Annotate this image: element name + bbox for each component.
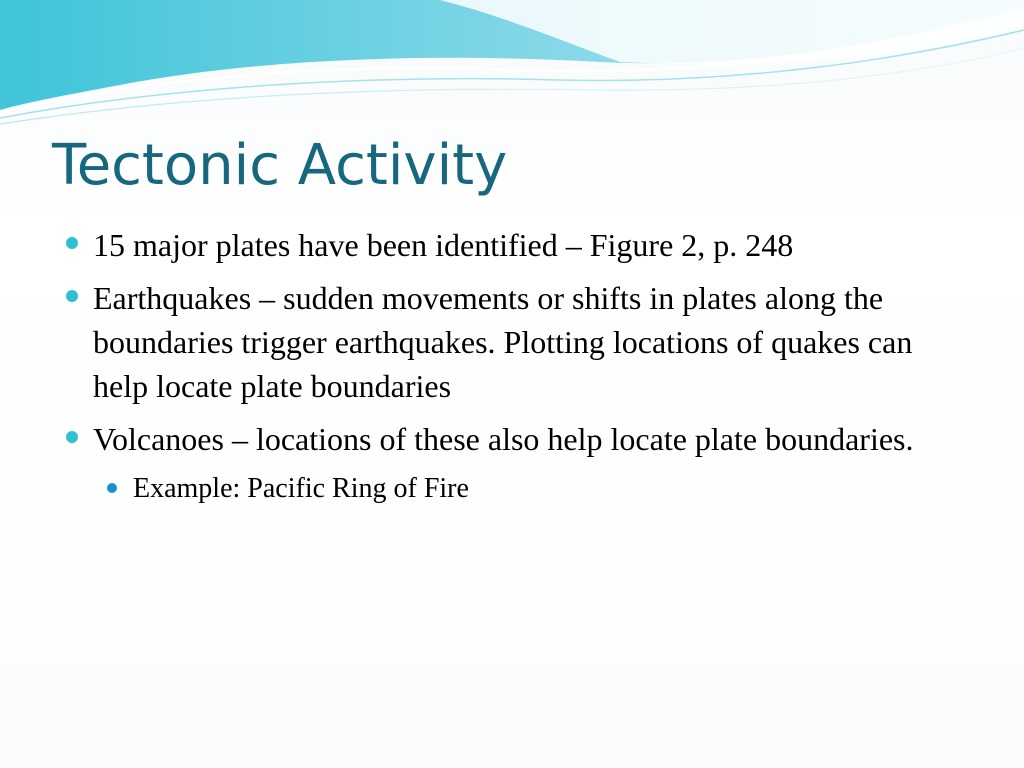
sub-bullet-item xyxy=(107,470,966,508)
bullet-dot-icon xyxy=(66,431,78,443)
bullet-item xyxy=(66,223,966,267)
sub-bullet-text: Example: Pacific Ring of Fire xyxy=(133,473,469,504)
sub-bullet-list xyxy=(93,470,966,508)
bullet-item xyxy=(66,417,966,508)
bullet-item xyxy=(66,276,966,408)
bullet-dot-icon xyxy=(66,237,78,249)
sub-bullet-dot-icon xyxy=(107,483,117,493)
bullet-dot-icon xyxy=(66,290,78,302)
slide-title: Tectonic Activity xyxy=(52,133,508,198)
bullet-text: Earthquakes – sudden movements or shifts in plates along the boundaries trigger earthquakes. Plotting locations of quakes can help locate plate boundaries xyxy=(93,280,913,404)
header-wave-decoration xyxy=(0,0,1024,130)
bullet-text: 15 major plates have been identified – Figure 2, p. 248 xyxy=(93,227,794,263)
bullet-text: Volcanoes – locations of these also help locate plate boundaries. xyxy=(93,421,914,457)
bullet-list xyxy=(66,223,966,517)
